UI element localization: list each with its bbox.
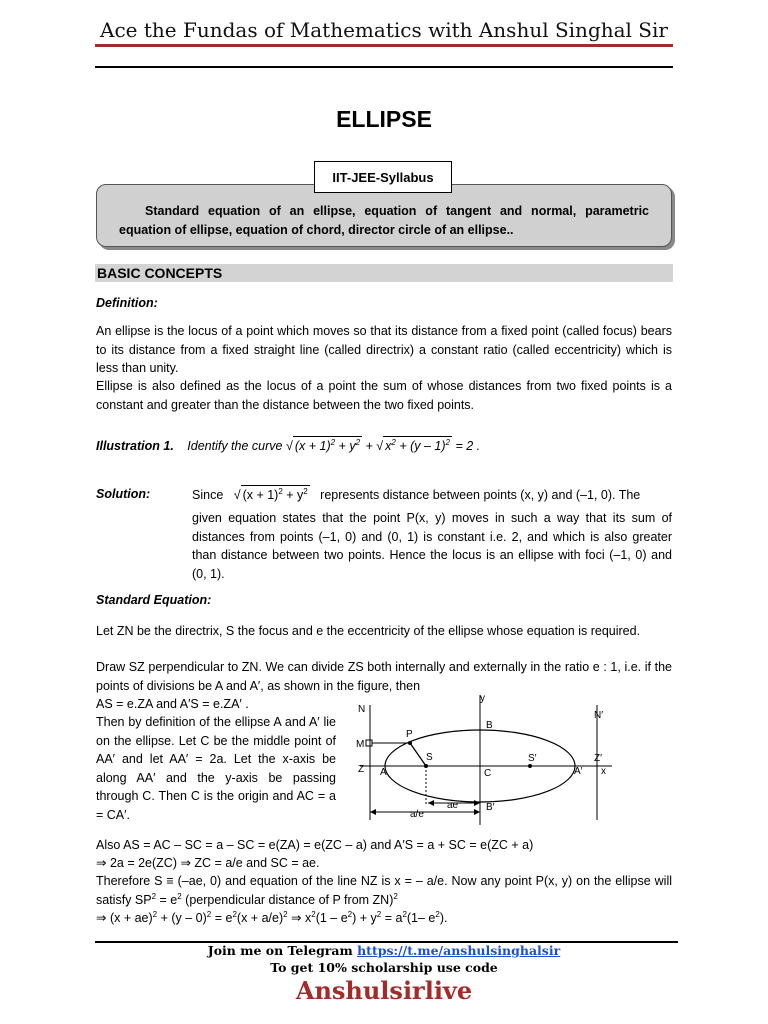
svg-text:S′: S′ [528,753,537,764]
header-divider [95,44,673,47]
solution-text: given equation states that the point P(x, y) moves in such a way that its sum of distances from points (–1, 0) and (0, 1) is constant i.e. 2, and which is also greater than distance between two points. Hence the locus is an ellipse with foci (–1, 0) and (0, 1). [192,511,672,581]
svg-text:A: A [380,767,387,778]
svg-text:M: M [356,739,365,750]
svg-text:Z′: Z′ [594,753,602,764]
telegram-link[interactable]: https://t.me/anshulsinghalsir [357,943,561,958]
standard-paragraph-8: ⇒ $(x + ae)^2 + (y - 0)^2 = e^2(x + a/e)^2$ ⇒ $x^2(1 - e^2) + y^2 = a^2(1-$ $e^2$). [96,909,448,925]
footer-telegram: Join me on Telegram https://t.me/anshulsinghalsir [207,943,561,958]
ellipse-figure [350,690,620,825]
svg-text:N: N [358,704,366,715]
standard-paragraph-1: Let ZN be the directrix, S the focus and e the eccentricity of the ellipse whose equation is required. [96,624,641,638]
standard-paragraph-7: Therefore S ≡ (–ae, 0) and equation of the line NZ is x = – a/e. Now any point P(x, y) on the ellipse will satisfy $SP^2 = e^2$ (perpendicular distance of P from ZN)$^2$ [96,874,672,907]
svg-text:x: x [601,766,606,777]
illustration-formula: √ $(x + 1)^2 + y^2$ + √ $x^2 + (y - 1)^2 = 2$ . [286,439,480,453]
svg-text:a/e: a/e [410,809,424,820]
illustration-lead: Identify the curve [187,439,283,453]
svg-text:ae: ae [447,800,459,811]
standard-paragraph-3: AS = e.ZA and A′S = e.ZA′ . [96,697,249,711]
syllabus-box [96,184,672,247]
svg-text:B: B [486,720,493,731]
page-title: ELLIPSE [336,106,432,132]
standard-paragraph-4: Then by definition of the ellipse A and A′ lie on the ellipse. Let C be the middle point of AA′ and let AA′ = 2a. Let the x-axis be along AA′ and the y-axis be passing through C. Then C is the origin and AC = a = CA′. [96,715,336,822]
section-heading: BASIC CONCEPTS [95,264,673,282]
header-rule [95,66,673,68]
standard-paragraph-2: Draw SZ perpendicular to ZN. We can divide ZS both internally and externally in the ratio e : 1, i.e. if the points of divisions be A and A′, as shown in the figure, then [96,660,672,693]
solution-first-line: Since √ $(x + 1)^2 + y^2$ represents distance between points (x, y) and (–1, 0). The [192,485,672,505]
standard-paragraph-5: Also AS = AC – SC = a – SC = e(ZA) = e(ZC – a) and A′S = a + SC = e(ZC + a) [96,838,534,852]
illustration-label: Illustration 1. [96,439,174,453]
definition-paragraph-1: An ellipse is the locus of a point which moves so that its distance from a fixed point (called focus) bears to its distance from a fixed straight line (called directrix) a constant ratio (called eccentricity) which is less than unity. [96,324,672,375]
definition-paragraph-2: Ellipse is also defined as the locus of a point the sum of whose distances from two fixed points is a constant and greater than the distance between the two fixed points. [96,379,672,412]
standard-label: Standard Equation: [96,593,212,607]
svg-text:Z: Z [358,764,365,775]
svg-text:y: y [480,693,485,704]
svg-text:N′: N′ [594,710,604,721]
solution-label: Solution: [96,487,151,501]
footer-code-line: To get 10% scholarship use code [270,960,498,975]
svg-text:B′: B′ [486,802,495,813]
definition-label: Definition: [96,296,158,310]
standard-paragraph-6: ⇒ 2a = 2e(ZC) ⇒ ZC = a/e and SC = ae. [96,856,320,870]
svg-text:C: C [484,768,492,779]
footer-code: Anshulsirlive [295,976,473,1005]
svg-text:P: P [406,729,413,740]
syllabus-text: Standard equation of an ellipse, equation of tangent and normal, parametric equation of ellipse, equation of chord, director circle of an ellipse.. [119,204,649,237]
syllabus-tab: IIT-JEE-Syllabus [314,161,452,193]
header-title: Ace the Fundas of Mathematics with Anshul Singhal Sir [100,18,668,42]
illustration-line [96,436,672,456]
svg-text:A′: A′ [574,766,583,777]
svg-text:S: S [426,752,433,763]
